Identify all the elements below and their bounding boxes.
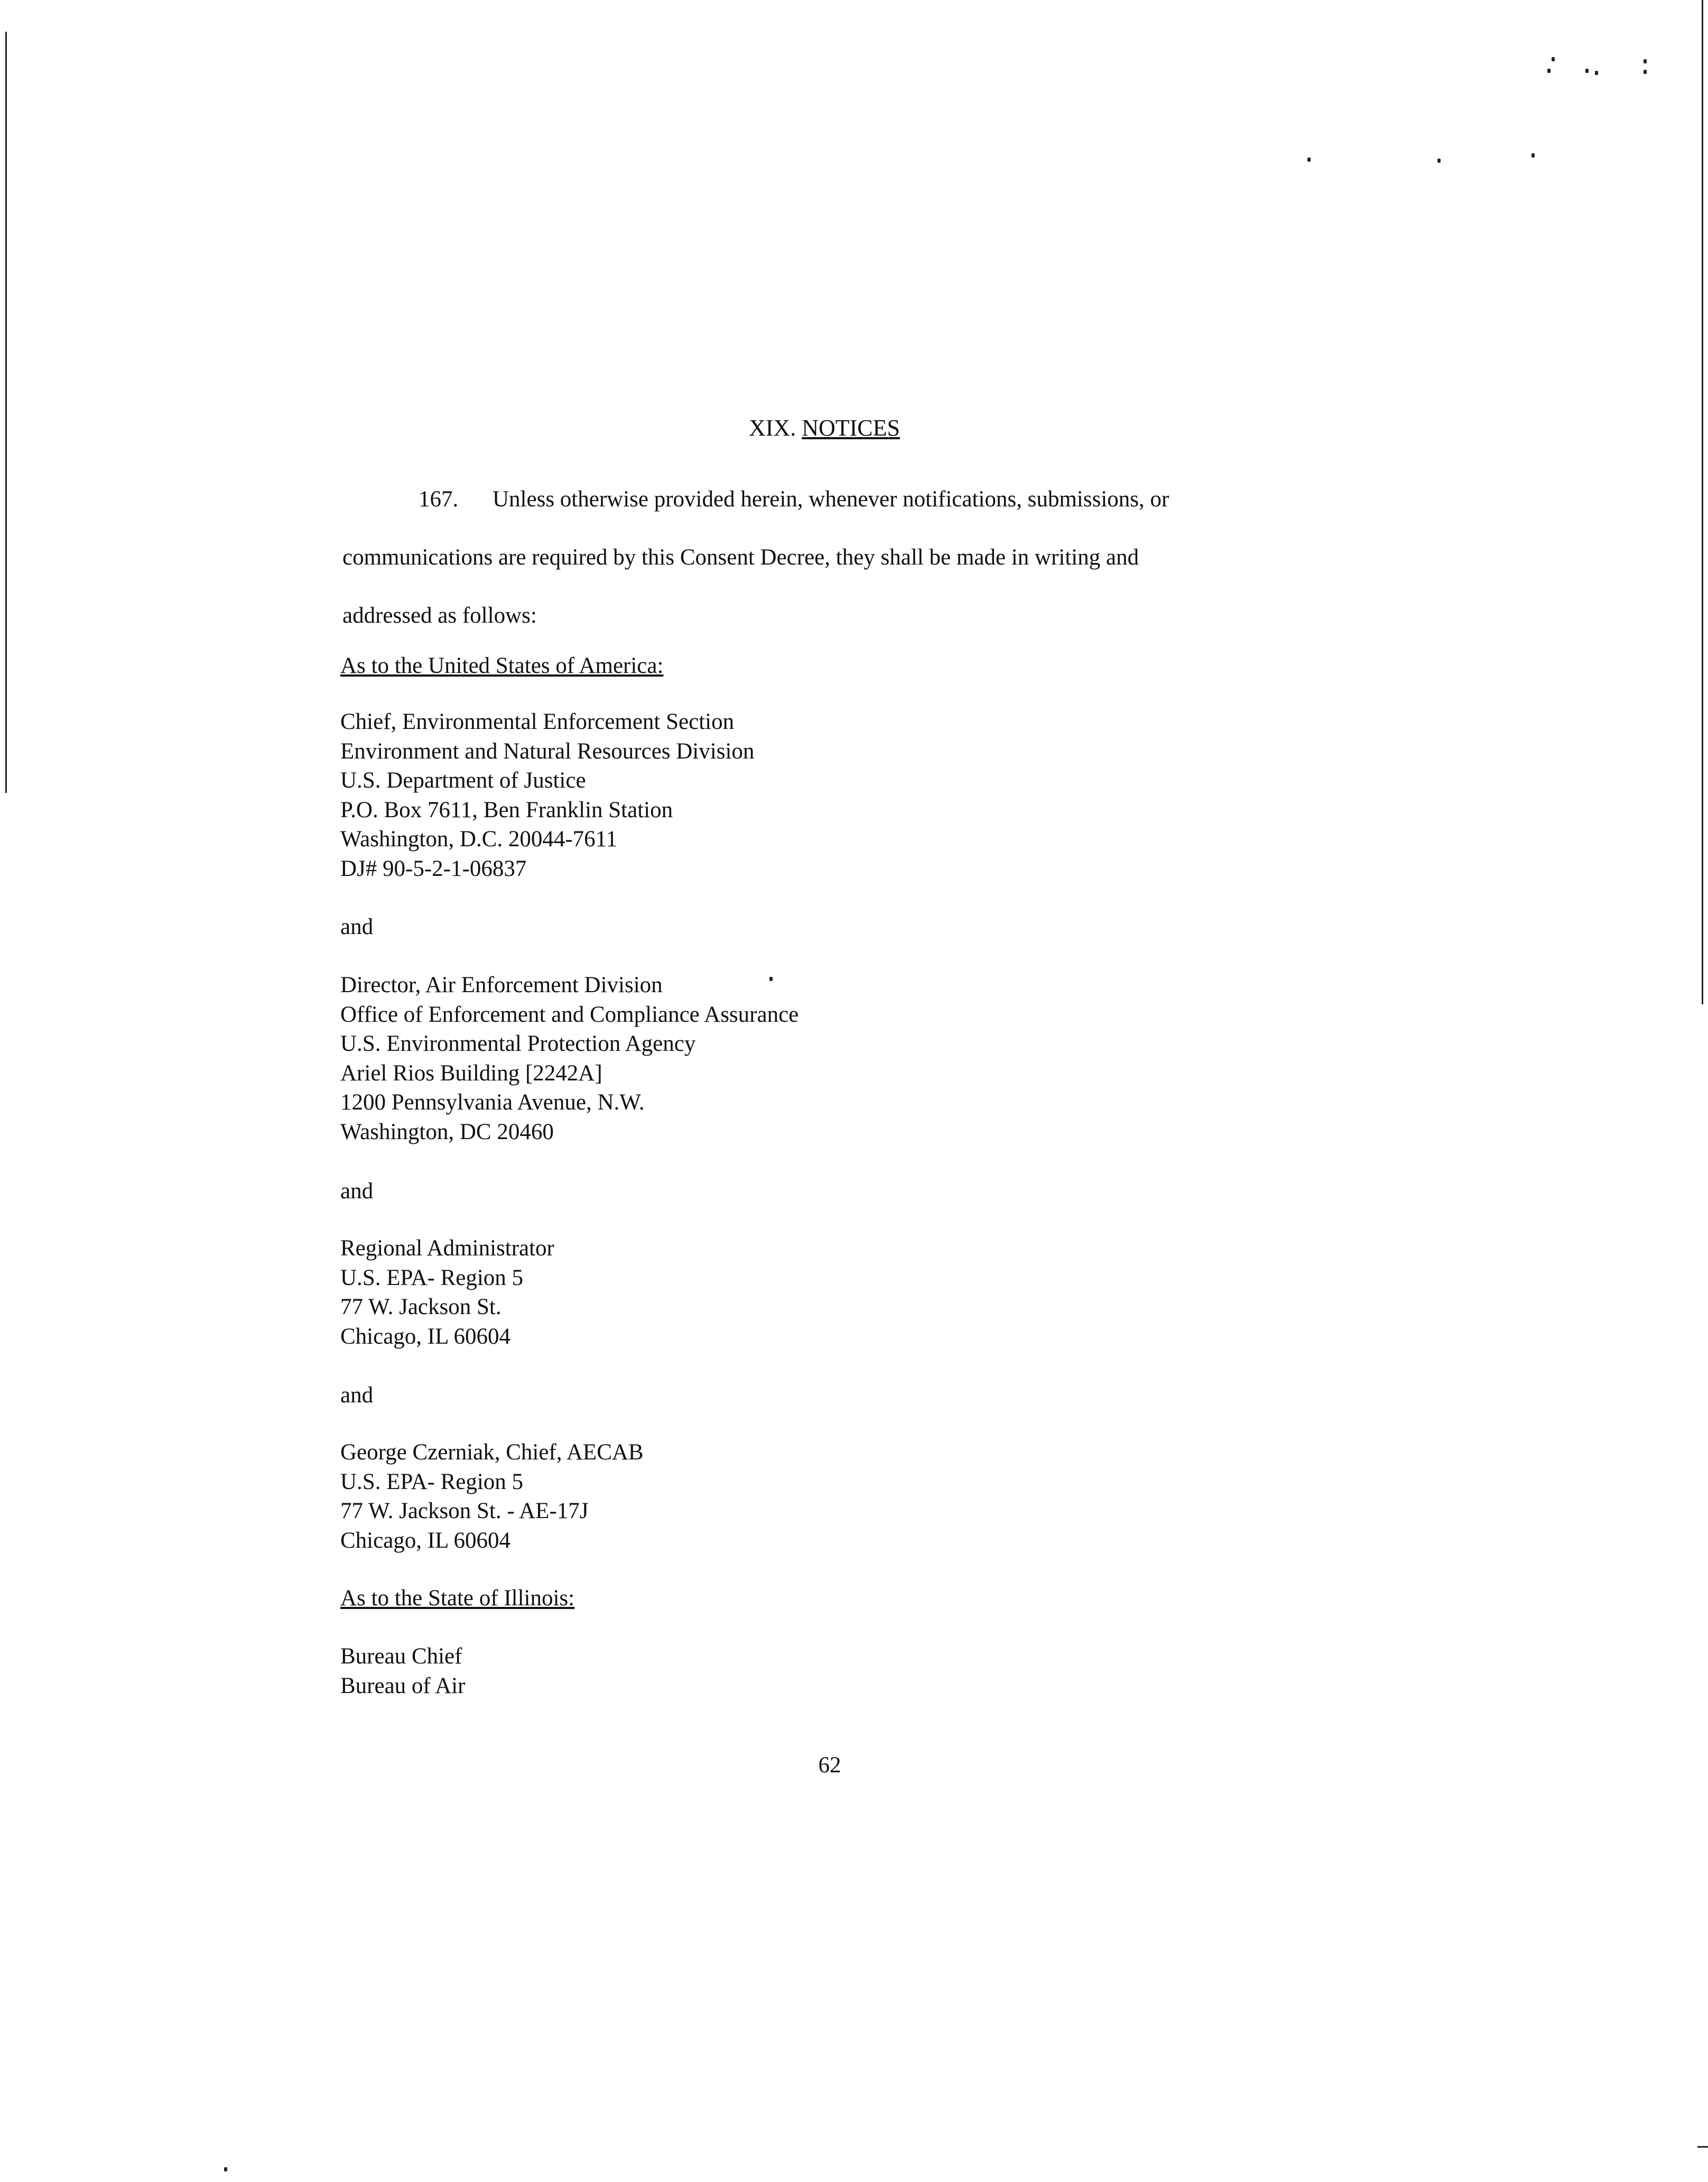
scan-edge-right-mark: [1697, 2146, 1708, 2148]
scan-speck: [1307, 158, 1311, 162]
address-line: 1200 Pennsylvania Avenue, N.W.: [340, 1090, 645, 1115]
address-line: Office of Enforcement and Compliance Assurance: [340, 1002, 799, 1027]
scan-speck: [224, 2167, 227, 2171]
address-line: 77 W. Jackson St.: [340, 1295, 502, 1319]
paragraph-line: 167. Unless otherwise provided herein, whenever notifications, submissions, or: [342, 470, 1294, 529]
united-states-label: As to the United States of America:: [340, 653, 664, 678]
paragraph-line: communications are required by this Consent Decree, they shall be made in writing and: [342, 545, 1139, 570]
address-line: U.S. EPA- Region 5: [340, 1469, 524, 1494]
address-line: U.S. Environmental Protection Agency: [340, 1031, 696, 1056]
address-line: 77 W. Jackson St. - AE-17J: [340, 1499, 589, 1523]
scan-edge-right: [1702, 0, 1703, 1004]
epa-hq-address-block: [340, 970, 799, 1147]
region5-aecab-address-block: [340, 1438, 644, 1555]
address-line: U.S. EPA- Region 5: [340, 1265, 524, 1290]
scan-edge-left: [5, 32, 7, 793]
section-heading: [719, 413, 930, 443]
scan-speck: [1644, 59, 1647, 63]
address-line: Washington, DC 20460: [340, 1119, 554, 1144]
section-number: XIX.: [749, 415, 796, 441]
paragraph-number: 167.: [419, 487, 459, 512]
scan-speck: [1531, 153, 1535, 158]
address-line: Environment and Natural Resources Division: [340, 738, 755, 764]
region5-admin-address-block: [340, 1234, 554, 1351]
address-line: Bureau Chief: [340, 1644, 462, 1669]
scan-edge-left-mark: [5, 772, 7, 791]
illinois-label: As to the State of Illinois:: [340, 1586, 575, 1611]
address-line: U.S. Department of Justice: [340, 768, 586, 793]
address-line: Chief, Environmental Enforcement Section: [340, 709, 735, 734]
scan-speck: [1585, 69, 1589, 73]
address-line: Chicago, IL 60604: [340, 1324, 511, 1349]
address-line: DJ# 90-5-2-1-06837: [340, 856, 527, 881]
paragraph-line: addressed as follows:: [342, 603, 537, 628]
address-line: Regional Administrator: [340, 1236, 554, 1261]
address-line: Washington, D.C. 20044-7611: [340, 827, 618, 852]
address-line: Ariel Rios Building [2242A]: [340, 1060, 602, 1086]
address-line: Bureau of Air: [340, 1673, 466, 1698]
address-line: P.O. Box 7611, Ben Franklin Station: [340, 797, 673, 822]
illinois-address-block: [340, 1642, 465, 1700]
and-separator: and: [340, 1179, 374, 1204]
scan-speck: [1595, 71, 1598, 75]
scan-speck: [1552, 57, 1555, 61]
paragraph-167: [342, 470, 1294, 645]
address-line: Director, Air Enforcement Division: [340, 973, 663, 997]
scan-speck: [1437, 159, 1441, 163]
section-title: NOTICES: [802, 415, 900, 441]
address-line: Chicago, IL 60604: [340, 1528, 511, 1553]
scan-speck: [1547, 69, 1551, 73]
and-separator: and: [340, 914, 374, 939]
doj-address-block: [340, 707, 754, 883]
scan-speck: [1644, 70, 1647, 74]
and-separator: and: [340, 1383, 374, 1408]
page-number: 62: [818, 1753, 841, 1778]
address-line: George Czerniak, Chief, AECAB: [340, 1440, 644, 1465]
